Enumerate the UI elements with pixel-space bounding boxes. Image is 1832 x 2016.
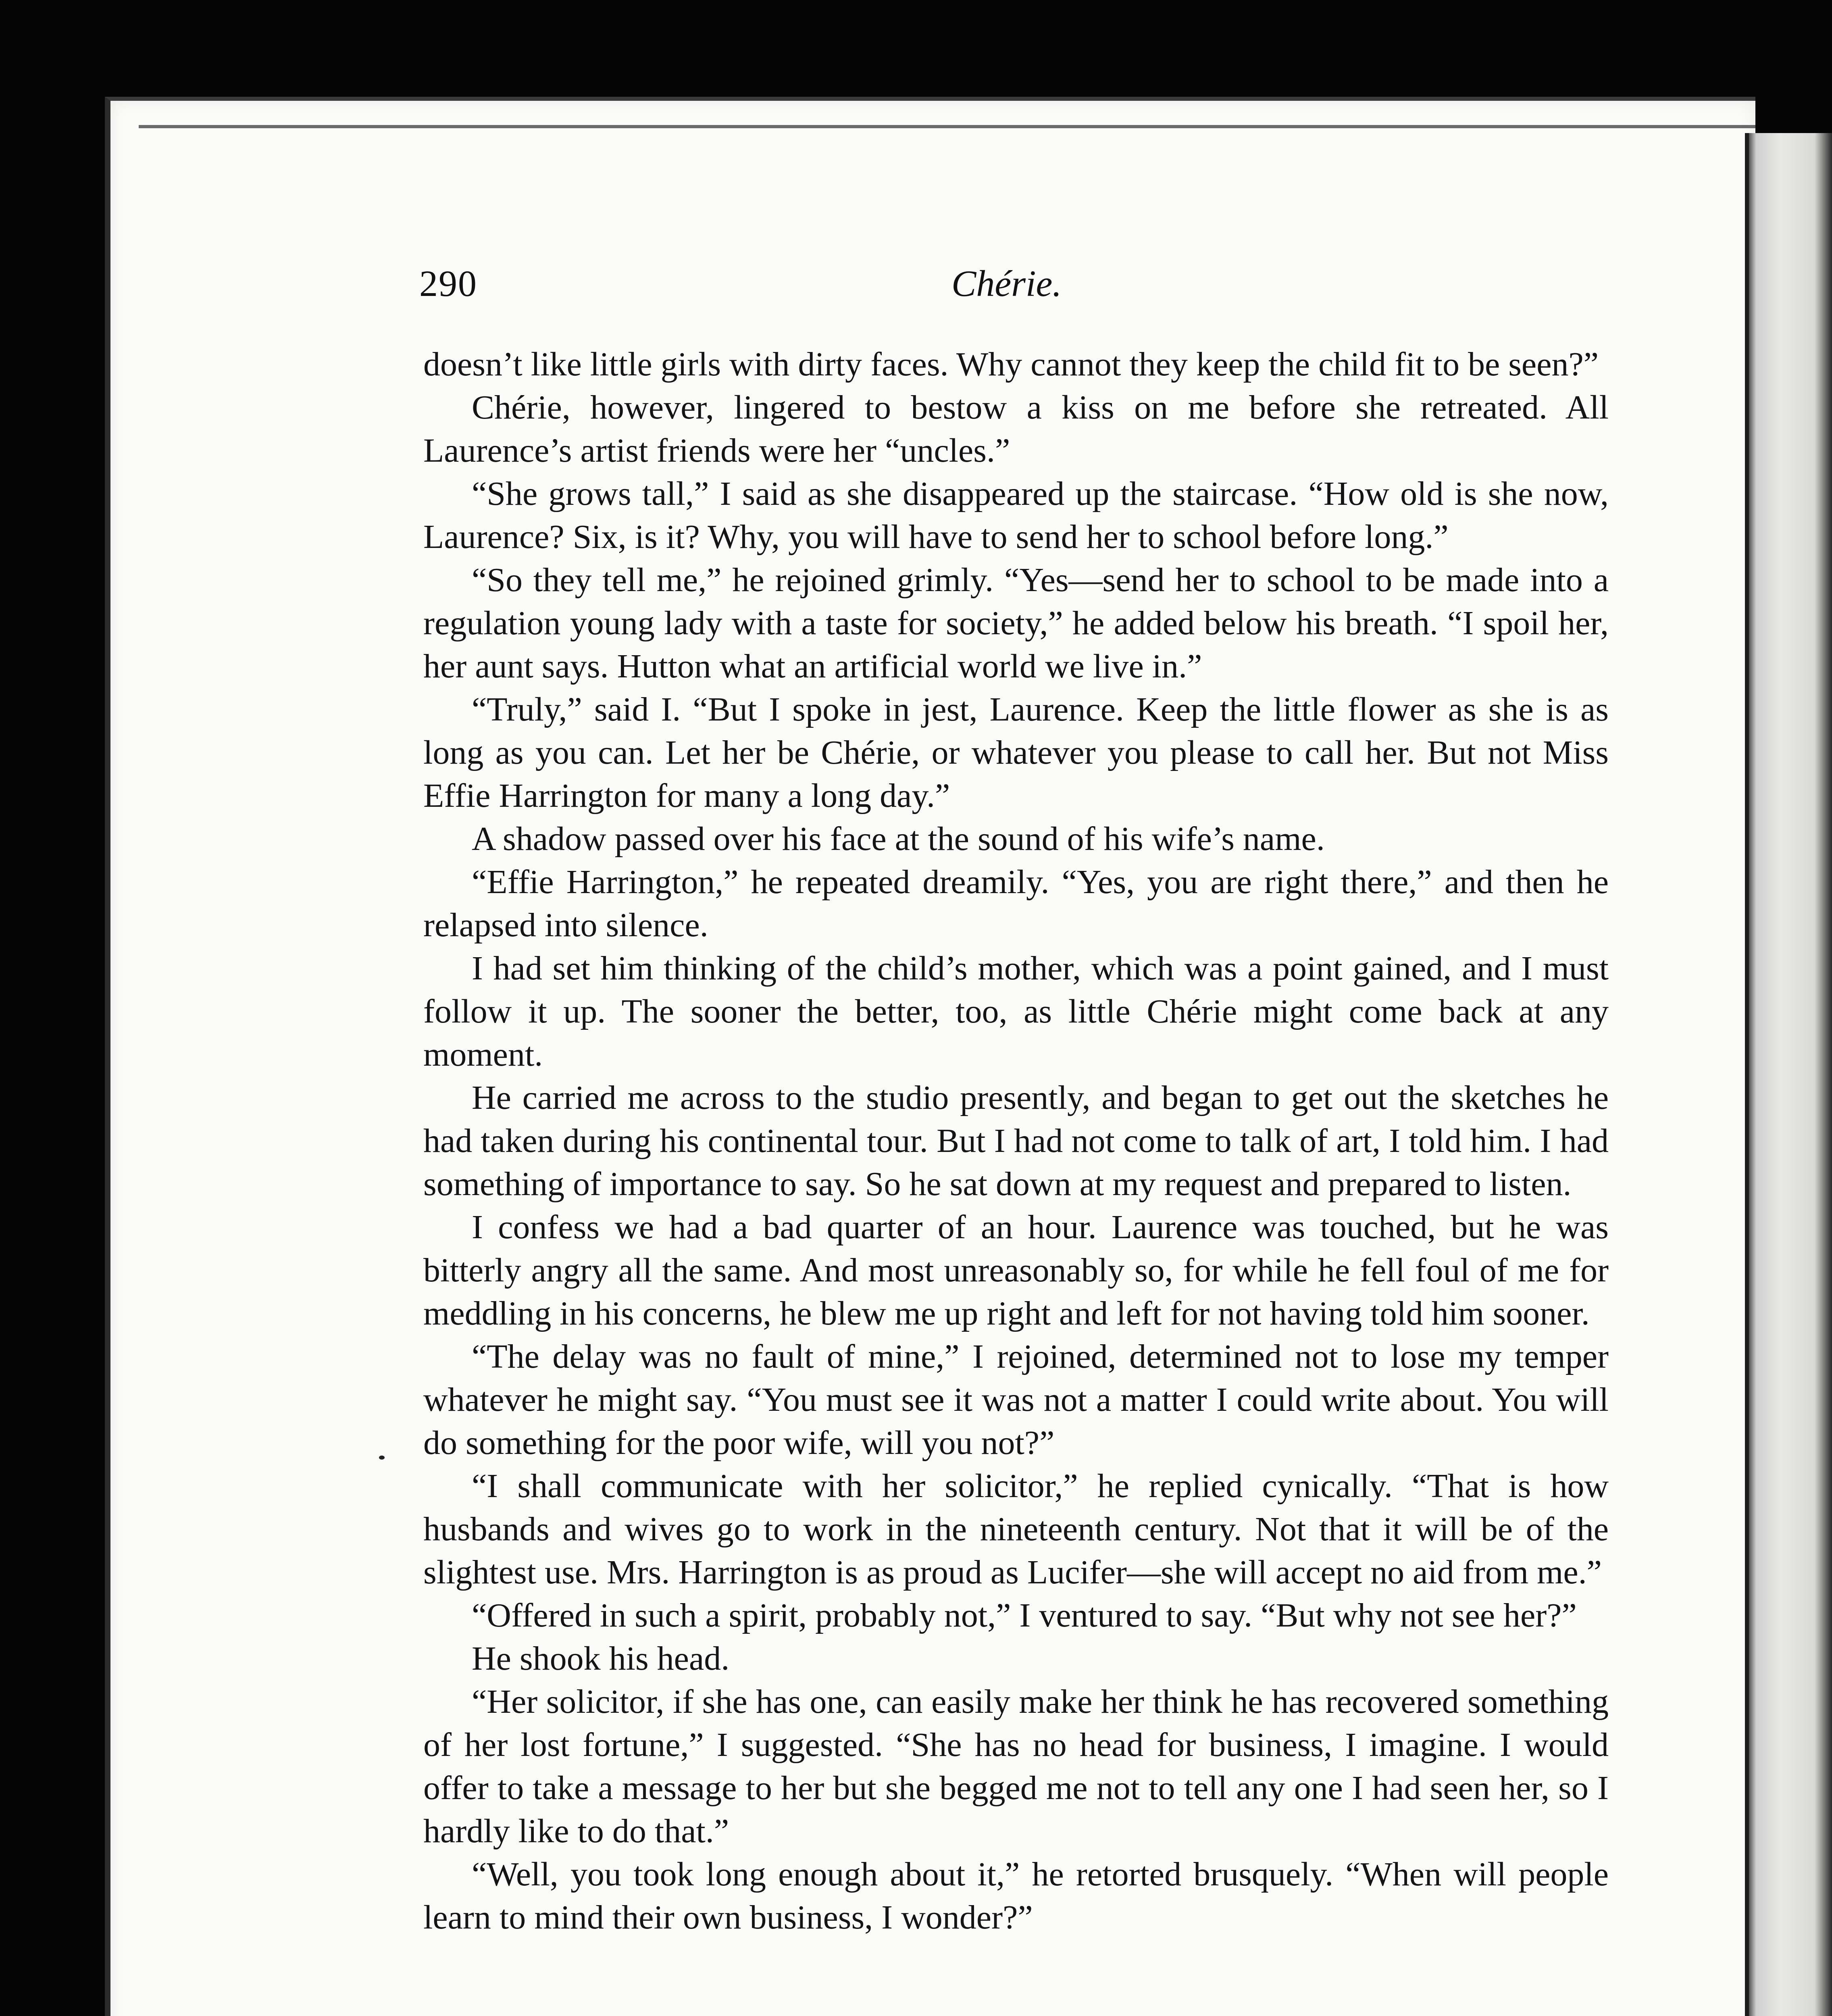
paragraph: “I shall communicate with her solicitor,” he replied cynically. “That is how husbands and wives go to work in the nineteenth century. Not that it will be of the slightest use. Mrs. Harrington is as proud as Lucifer—she will accept no aid from me.” (423, 1467, 1609, 1591)
paragraph: A shadow passed over his face at the sound of his wife’s name. (472, 820, 1325, 858)
body-text (423, 343, 1609, 1939)
paragraph: “Truly,” said I. “But I spoke in jest, Laurence. Keep the little flower as she is as long as you can. Let her be Chérie, or whatever you please to call her. But not Miss Effie Harrington for many a long day.” (423, 691, 1609, 814)
ink-speck (379, 1456, 385, 1460)
paragraph: I confess we had a bad quarter of an hour. Laurence was touched, but he was bitterly angry all the same. And most unreasonably so, for while he fell foul of me for meddling in his concerns, he blew me up right and left for not having told him sooner. (423, 1208, 1609, 1332)
paragraph: “Offered in such a spirit, probably not,” I ventured to say. “But why not see her?” (472, 1597, 1577, 1634)
paragraph: He shook his head. (472, 1640, 730, 1677)
page-header (419, 262, 1613, 323)
page-gutter-shadow (1745, 133, 1749, 2016)
paragraph: “The delay was no fault of mine,” I rejoined, determined not to lose my temper whatever he might say. “You must see it was not a matter I could write about. You will do something for the poor wife, will you not?” (423, 1338, 1609, 1462)
paragraph: “So they tell me,” he rejoined grimly. “Yes—send her to school to be made into a regulation young lady with a taste for society,” he added below his breath. “I spoil her, her aunt says. Hutton what an artificial world we live in.” (423, 561, 1609, 685)
paragraph: “Her solicitor, if she has one, can easily make her think he has recovered something of her lost fortune,” I suggested. “She has no head for business, I imagine. I would offer to take a message to her but she begged me not to tell any one I had seen her, so I hardly like to do that.” (423, 1683, 1609, 1850)
page-top-edge (139, 125, 1755, 128)
paragraph: “Effie Harrington,” he repeated dreamily. “Yes, you are right there,” and then he relapsed into silence. (423, 863, 1609, 944)
paragraph: Chérie, however, lingered to bestow a kiss on me before she retreated. All Laurence’s artist friends were her “uncles.” (423, 389, 1609, 469)
paragraph: doesn’t like little girls with dirty faces. Why cannot they keep the child fit to be seen?” (423, 346, 1599, 383)
running-head: Chérie. (951, 263, 1062, 304)
paragraph: He carried me across to the studio presently, and began to get out the sketches he had taken during his continental tour. But I had not come to talk of art, I told him. I had something of importance to say. So he sat down at my request and prepared to listen. (423, 1079, 1609, 1203)
paragraph: “She grows tall,” I said as she disappeared up the staircase. “How old is she now, Laurence? Six, is it? Why, you will have to send her to school before long.” (423, 475, 1609, 556)
page-number: 290 (419, 263, 477, 304)
paragraph: I had set him thinking of the child’s mother, which was a point gained, and I must follow it up. The sooner the better, too, as little Chérie might come back at any moment. (423, 950, 1609, 1073)
paragraph: “Well, you took long enough about it,” he retorted brusquely. “When will people learn to mind their own business, I wonder?” (423, 1856, 1609, 1936)
facing-page-edge (1746, 133, 1832, 2016)
